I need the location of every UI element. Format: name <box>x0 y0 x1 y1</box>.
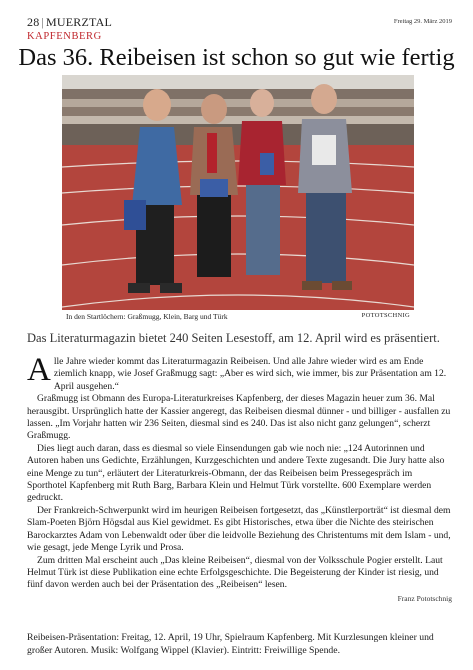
photo-credit: POTOTSCHNIG <box>361 312 410 319</box>
article-headline: Das 36. Reibeisen ist schon so gut wie fertig <box>18 44 455 71</box>
paragraph-3: Dies liegt auch daran, dass es diesmal so viele Einsendungen gab wie noch nie: „124 Autorinnen und Autoren haben uns Gedichte, Erzählungen, Kurzgeschichten und andere Texte zugesandt. Die Jury hatte also eine Menge zu tun“, erläutert der Literaturkreis-Obmann, der das Reibeisen beim Pressegespräch im Sporthotel Kapfenberg mit Ruth Barg, Barbara Klein und Helmut Türk vorstellte. 600 Exemplare werden gedruckt. <box>27 442 445 504</box>
photo-caption-row <box>66 312 410 324</box>
page-number: 28 <box>27 15 40 29</box>
issue-date: Freitag 29. März 2019 <box>393 18 452 25</box>
article-subheadline: Das Literaturmagazin bietet 240 Seiten Lesestoff, am 12. April wird es präsentiert. <box>27 331 440 345</box>
paragraph-5: Zum dritten Mal erscheint auch „Das kleine Reibeisen“, diesmal von der Volksschule Pogier erstellt. Laut Helmut Türk ist diese Publikation eine echte Erfolgsgeschichte. Die Begeisterung der Kinder ist riesig, und fünf davon werden auch bei der Präsentation des „Reibeisen“ lesen. <box>27 554 443 591</box>
page-header <box>27 15 452 43</box>
paragraph-4: Der Frankreich-Schwerpunkt wird im heurigen Reibeisen fortgesetzt, das „Künstlerporträt“ ist diesmal dem Slam-Poeten Björn Högsdal aus Kiel gewidmet. Es gibt Historisches, etwa über die Nichte des steirischen Barockarztes Adam von Lebenwaldt oder über die leidvolle Beziehung des Christentums mit dem Islam - und, wie gesagt, jede Menge Lyrik und Prosa. <box>27 504 451 554</box>
event-info: Reibeisen-Präsentation: Freitag, 12. April, 19 Uhr, Spielraum Kapfenberg. Mit Kurzlesungen kleiner und großer Autoren. Musik: Wolfgang Wippel (Klavier). Eintritt: Freiwillige Spende. <box>27 632 434 656</box>
subsection-name: KAPFENBERG <box>27 31 102 42</box>
article-photo <box>62 75 414 310</box>
paragraph-1 <box>27 352 452 393</box>
article-author: Franz Pototschnig <box>397 593 452 603</box>
section-name: MUERZTAL <box>46 15 112 29</box>
paragraph-2: Graßmugg ist Obmann des Europa-Literaturkreises Kapfenberg, der dieses Magazin heuer zum 36. Mal herausgibt. Ursprünglich hatte der Kassier angeregt, das Reibeisen diesmal dünner - und billiger - ausfallen zu lassen. „Im Vorjahr hatten wir 236 Seiten, diesmal sind es 240. Das ist also nicht ganz gelungen“, scherzt Graßmugg. <box>27 393 451 442</box>
article-body <box>27 352 452 605</box>
section-separator: | <box>41 15 45 29</box>
paragraph-1-text: lle Jahre wieder kommt das Literaturmagazin Reibeisen. Und alle Jahre wieder wird es am Ende ziemlich knapp, wie Josef Graßmugg sagt: „Aber es wird sich, wie immer, bis zur Präsentation am 12. April ausgehen.“ <box>53 356 447 392</box>
photo-caption: In den Startlöchern: Graßmugg, Klein, Barg und Türk <box>66 312 228 321</box>
section-line <box>27 15 452 30</box>
drop-cap: A <box>27 352 51 388</box>
photo-illustration <box>62 75 414 310</box>
